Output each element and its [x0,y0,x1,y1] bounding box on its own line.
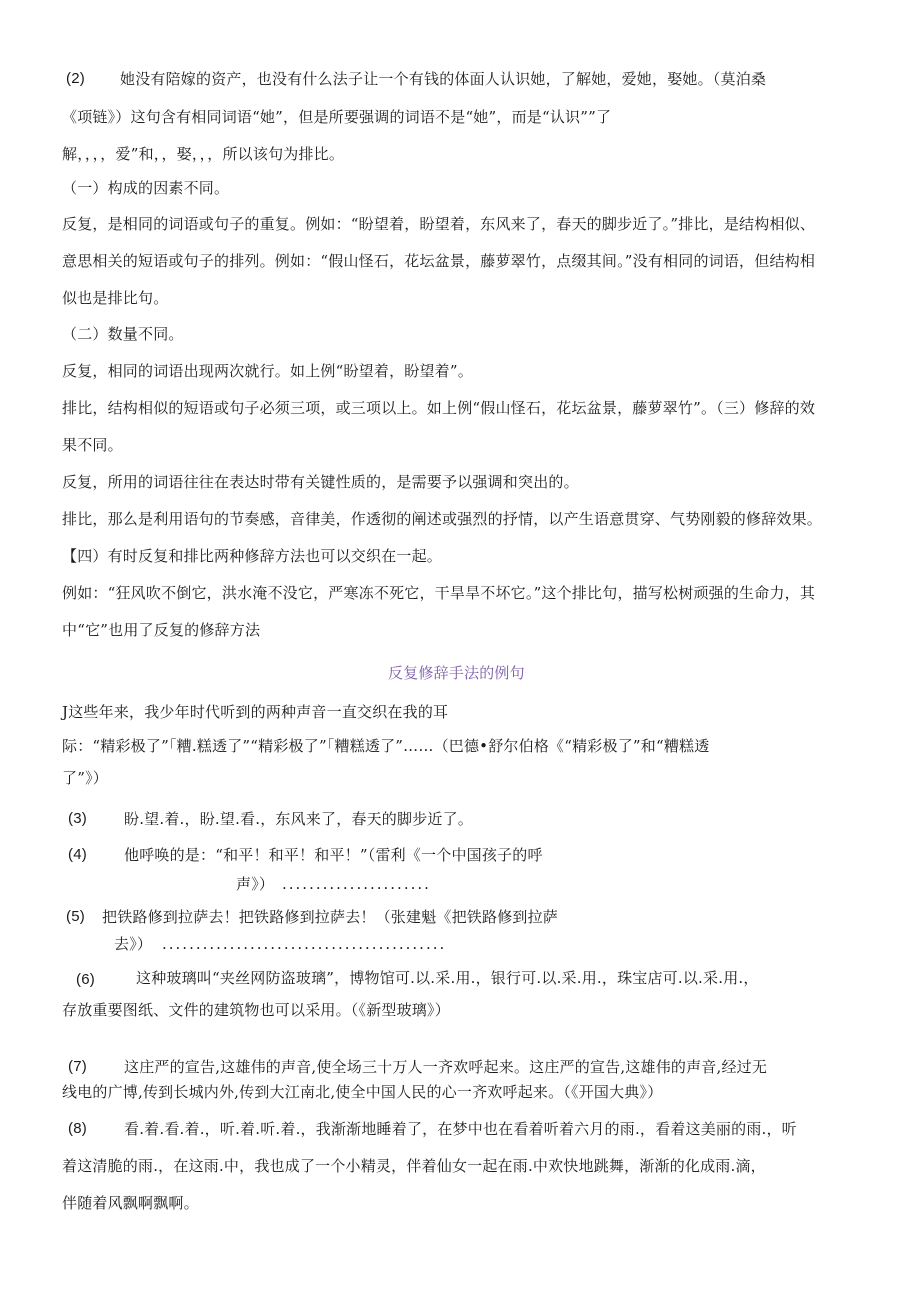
example-5-line-1: 把铁路修到拉萨去！把铁路修到拉萨去！（张建魁《把铁路修到拉萨 [102,908,559,926]
heading-1: （一）构成的因素不同。 [62,179,230,197]
item-2-line-1: 她没有陪嫁的资产，也没有什么法子让一个有钱的体面人认识她，了解她，爱她，娶她。（莫泊桑 [120,70,767,88]
section-title: 反复修辞手法的例句 [388,664,525,682]
example-number-7: (7) [68,1058,87,1075]
example-6-line-2: 存放重要图纸、文件的建筑物也可以采用。（《新型玻璃》） [62,1001,450,1019]
paragraph-1-line-3: 似也是排比句。 [62,289,169,307]
example-4-line-2: 声》） [236,875,275,893]
example-6-line-1: 这种玻璃叫“夹丝网防盗玻璃”，博物馆可.以.采.用.，银行可.以.采.用.，珠宝店可.以.采.用.， [136,969,759,987]
paragraph-4: 反复，所用的词语往往在表达时带有关键性质的，是需要予以强调和突出的。 [62,473,579,491]
example-1-line-1: J这些年来，我少年时代听到的两种声音一直交织在我的耳 [62,703,449,721]
paragraph-6-line-2: 中“它”也用了反复的修辞方法 [62,621,261,639]
example-number-3: (3) [68,810,87,827]
example-number-8: (8) [68,1120,87,1137]
example-5-line-2: 去》） [114,935,153,953]
example-8-line-2: 着这清脆的雨.，在这雨.中，我也成了一个小精灵，伴着仙女一起在雨.中欢快地跳舞，渐渐的化成雨.滴， [62,1157,766,1175]
example-7-line-1: 这庄严的宣告,这雄伟的声音,使全场三十万人一齐欢呼起来。这庄严的宣告,这雄伟的声音,经过无 [124,1058,768,1076]
example-4-leader-dots: ...................... [282,875,431,893]
heading-4: 【四）有时反复和排比两种修辞方法也可以交织在一起。 [62,547,443,565]
example-5-leader-dots: .......................................... [162,935,447,953]
example-number-5: (5) [66,908,85,925]
example-number-4: (4) [68,846,87,863]
heading-2: （二）数量不同。 [62,325,184,343]
paragraph-6-line-1: 例如：“狂风吹不倒它，洪水淹不没它，严寒冻不死它，干旱旱不坏它。”这个排比句，描写松树顽强的生命力，其 [62,584,816,602]
example-8-line-1: 看.着.看.着.，听.着.听.着.，我渐渐地睡着了，在梦中也在看着听着六月的雨.，看着这美丽的雨.，听 [124,1120,797,1138]
example-1-line-3: 了”》） [62,769,108,787]
paragraph-2: 反复，相同的词语出现两次就行。如上例“盼望着，盼望着”。 [62,362,473,380]
paragraph-5: 排比，那么是利用语句的节奏感，音律美，作透彻的阐述或强烈的抒情，以产生语意贯穿、气势刚毅的修辞效果。 [62,510,823,528]
example-number-6: (6) [76,971,95,988]
example-3-text: 盼.望.着.，盼.望.看.，东风来了，春天的脚步近了。 [124,810,474,828]
example-8-line-3: 伴随着风飘啊飘啊。 [62,1194,199,1212]
example-4-line-1: 他呼唤的是：“和平！和平！和平！”（雷利《一个中国孩子的呼 [124,846,543,864]
paragraph-3-line-2: 果不同。 [62,436,123,454]
item-2-line-2: 《项链》）这句含有相同词语“她”，但是所要强调的词语不是“她”，而是“认识””了 [62,108,612,126]
paragraph-1-line-1: 反复，是相同的词语或句子的重复。例如：“盼望着，盼望着，东风来了，春天的脚步近了。”排比，是结构相似、 [62,215,816,233]
example-1-line-2: 际：“精彩极了”「糟.糕透了”“精彩极了”「糟糕透了”……（巴德•舒尔伯格《“精彩极了”和“糟糕透 [62,737,710,755]
example-7-line-2: 线电的广博,传到长城内外,传到大江南北,使全中国人民的心一齐欢呼起来。（《开国大典》） [62,1083,663,1101]
paragraph-3-line-1: 排比，结构相似的短语或句子必须三项，或三项以上。如上例“假山怪石，花坛盆景，藤萝翠竹”。（三）修辞的效 [62,399,816,417]
paragraph-1-line-2: 意思相关的短语或句子的排列。例如：“假山怪石，花坛盆景，藤萝翠竹，点缀其间。”没有相同的词语，但结构相 [62,252,816,270]
item-number-2: (2) [66,70,85,87]
item-2-line-3: 解，，，，爱”和，，娶，，，所以该句为排比。 [62,145,345,163]
